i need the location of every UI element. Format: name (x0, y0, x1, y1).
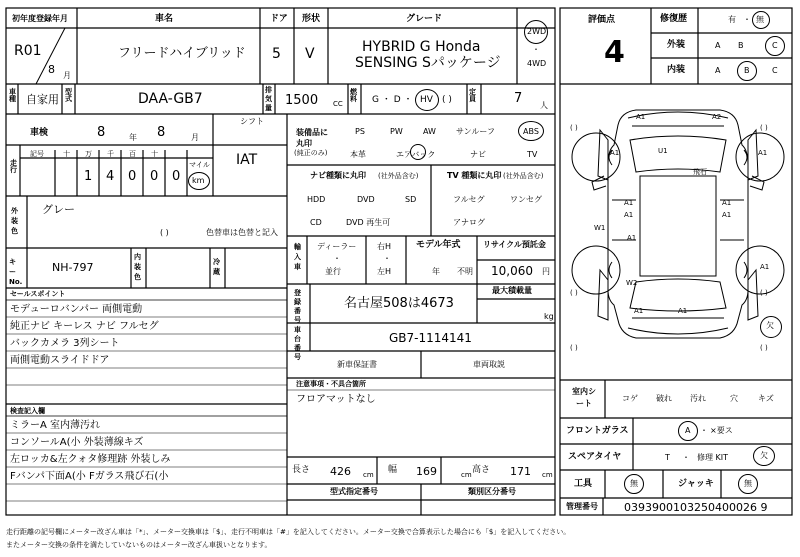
displacement: 1500 (285, 93, 319, 108)
repair-label: 修復歴 (660, 14, 688, 24)
damage-mark: A1 (722, 211, 732, 219)
import-dot-2: ・ (383, 254, 391, 263)
mileage-unit-km: km (192, 176, 205, 185)
recycle-yen: 円 (542, 267, 550, 276)
max-load-unit: kg (544, 312, 554, 321)
reg-month: 8 (48, 63, 55, 76)
mileage-sign-label: 記号 (30, 150, 44, 158)
tools-value: 無 (630, 479, 638, 488)
corner-mark-tl: ( ) (570, 124, 578, 132)
sales-points-label: セールスポイント (10, 290, 66, 298)
caution-label: 注意事項・不具合箇所 (296, 380, 366, 388)
grade-line1: HYBRID G Honda (362, 39, 481, 55)
length-unit: cm (363, 471, 374, 479)
windshield-replace: ×要ス (710, 426, 733, 435)
damage-mark: A1 (760, 263, 770, 271)
drive-dot: ・ (532, 45, 540, 54)
fuel-selected: HV (420, 95, 433, 105)
doors: 5 (272, 46, 281, 62)
navi-hdd: HDD (307, 195, 326, 204)
import-left-h: 左H (377, 267, 392, 276)
reg-month-unit: 月 (63, 71, 71, 80)
tv-analog: アナログ (453, 218, 485, 227)
width-unit: cm (461, 471, 472, 479)
interior-sheet-item: 破れ (656, 394, 672, 403)
model-year-unknown: 不明 (457, 267, 473, 276)
jack-label: ジャッキ (678, 479, 714, 489)
jack-value: 無 (744, 479, 752, 488)
color-label: 外装色 (11, 207, 18, 235)
check-notes-label: 検査記入欄 (10, 407, 45, 415)
displacement-label: 排気量 (265, 86, 272, 112)
spare-tire-t: T (665, 453, 670, 462)
equipment-label: 装備品に丸印 (296, 128, 328, 148)
max-load-label: 最大積載量 (492, 286, 532, 295)
navi-label-sub: (社外品含む) (378, 172, 419, 180)
fuel-options: G ・ D ・ (372, 95, 413, 105)
mileage-digit-4: 0 (172, 169, 181, 184)
equip-ps: PS (355, 127, 365, 136)
mgmt-value: 0393900103250400026 9 (624, 501, 768, 514)
model-code: DAA-GB7 (138, 91, 203, 107)
model-year-label: モデル年式 (416, 240, 461, 250)
capacity: 7 (514, 91, 523, 106)
door-label: ドア (270, 14, 288, 24)
capacity-label: 定員 (469, 88, 476, 103)
equip-navi: ナビ (470, 150, 486, 159)
check-note-line: 左ロッカ&左クォタ修理跡 外装しみ (10, 454, 171, 465)
displacement-unit: CC (333, 100, 343, 108)
equip-tv: TV (527, 150, 538, 159)
capacity-unit: 人 (540, 101, 548, 110)
damage-mark: A2 (712, 113, 722, 121)
exterior-grade-b: B (738, 41, 744, 50)
interior-sheet-item: コゲ (622, 394, 638, 403)
equip-abs: ABS (523, 127, 539, 136)
mileage-header-1: 万 (85, 150, 92, 158)
inspection-month-unit: 月 (191, 133, 199, 142)
corner-mark-br: ( ) (760, 289, 768, 297)
length-value: 426 (330, 465, 351, 478)
mileage-digit-1: 4 (106, 169, 115, 184)
category-label: 類別区分番号 (468, 487, 516, 496)
equip-sunroof: サンルーフ (456, 127, 495, 136)
check-note-line: ミラーA 室内薄汚れ (10, 420, 101, 431)
check-note-line: Fバンパ下面A(小 Fガラス飛び石(小 (10, 471, 169, 482)
interior-sheet-item: 汚れ (690, 394, 706, 403)
sales-point-line: 両側電動スライドドア (10, 355, 110, 366)
width-label: 幅 (388, 465, 398, 475)
corner-mark-tr: ( ) (760, 124, 768, 132)
mileage-digit-0: 1 (84, 169, 93, 184)
damage-mark: W1 (594, 224, 606, 232)
height-value: 171 (510, 465, 531, 478)
windshield-dot: ・ (700, 426, 708, 435)
check-note-line: コンソールA(小 外装薄線キズ (10, 437, 144, 448)
chassis-value: GB7-1114141 (389, 331, 472, 345)
mileage-label: 走行 (10, 159, 17, 174)
interior-sheet-label: 室内シート (572, 387, 596, 408)
inspection-month: 8 (157, 125, 166, 140)
tv-oneseg: ワンセグ (510, 195, 542, 204)
mileage-digit-3: 0 (150, 169, 159, 184)
registration-plate: 名古屋508は4673 (344, 296, 454, 311)
car-kind-label: 車種 (9, 88, 16, 103)
navi-dvd: DVD (357, 195, 375, 204)
repair-dot: ・ (743, 15, 751, 24)
fridge-label: 冷蔵 (213, 258, 220, 276)
equip-leather: 本革 (350, 150, 366, 159)
mileage-header-0: 十 (63, 150, 70, 158)
damage-mark: A1 (627, 234, 637, 242)
damage-mark: A1 (624, 199, 634, 207)
tools-label: 工具 (574, 479, 593, 489)
sales-point-line: 純正ナビ キーレス ナビ フルセグ (10, 321, 159, 332)
doc-manual: 車両取説 (473, 360, 505, 369)
key-no-label: キーNo. (9, 258, 23, 286)
first-reg-label: 初年度登録年月 (12, 14, 68, 23)
score-value: 4 (604, 35, 625, 70)
damage-mark: A1 (722, 199, 732, 207)
chassis-label: 車台番号 (294, 326, 301, 361)
drive-2wd: 2WD (527, 27, 547, 36)
inspection-year-unit: 年 (129, 133, 137, 142)
corner-mark-bl2: ( ) (570, 344, 578, 352)
navi-cd: CD (310, 218, 322, 227)
exterior-grade-a: A (715, 41, 721, 50)
equip-aw: AW (423, 127, 436, 136)
model-year-unit: 年 (432, 267, 440, 276)
caution-value: フロアマットなし (296, 394, 376, 405)
color-value: グレー (42, 203, 75, 216)
doc-warranty: 新車保証書 (337, 360, 377, 369)
mileage-digit-2: 0 (128, 169, 137, 184)
mileage-header-4: 十 (151, 150, 158, 158)
car-name-label: 車名 (155, 14, 174, 24)
mgmt-label: 管理番号 (566, 502, 598, 511)
navi-sd: SD (405, 195, 417, 204)
stone-note: 飛石 (693, 168, 707, 176)
damage-mark: A1 (758, 149, 768, 157)
windshield-grade: A (685, 426, 691, 435)
import-parallel: 並行 (325, 267, 341, 276)
interior-grade-b: B (744, 66, 750, 75)
spare-tire-label: スペアタイヤ (568, 452, 622, 462)
equip-airbag: エアバック (396, 150, 436, 159)
inspection-label: 車検 (30, 128, 49, 138)
damage-mark: A1 (636, 113, 646, 121)
interior-color-label: 内装色 (134, 253, 141, 281)
exterior-label: 外装 (667, 40, 686, 50)
model-year: R01 (14, 43, 42, 59)
damage-mark: A1 (624, 211, 634, 219)
model-type-label: 型式 (65, 88, 72, 103)
recycle-label: リサイクル預託金 (483, 240, 546, 249)
spare-tire-dot: ・ (682, 453, 690, 462)
damage-mark: A1 (610, 149, 620, 157)
spare-tire-missing: 欠 (760, 451, 768, 460)
import-dot: ・ (333, 254, 341, 263)
interior-grade-a: A (715, 66, 721, 75)
score-label: 評価点 (588, 15, 616, 25)
interior-label: 内装 (667, 65, 686, 75)
fuel-paren: ( ) (442, 95, 452, 105)
equipment-label-sub: (純正のみ) (294, 149, 328, 157)
footer-line2: またメーター交換の条件を満たしていないものはメーター改ざん車扱いとなります。 (6, 541, 272, 549)
grade-label: グレード (406, 14, 443, 24)
drive-4wd: 4WD (527, 59, 547, 68)
tv-label: TV 種類に丸印 (447, 171, 502, 180)
navi-dvd-play: DVD 再生可 (346, 218, 391, 227)
import-right-h: 右H (377, 242, 392, 251)
repair-yes: 有 (728, 15, 736, 24)
damage-mark: A1 (634, 307, 644, 315)
width-value: 169 (416, 465, 437, 478)
color-note: 色替車は色替と記入 (206, 228, 278, 237)
navi-label: ナビ種類に丸印 (310, 171, 366, 180)
sales-point-line: バックカメラ 3列シート (10, 338, 120, 349)
interior-sheet-item: 穴 (730, 394, 738, 403)
shape: V (305, 46, 315, 62)
tv-label-sub: (社外品含む) (503, 172, 544, 180)
height-unit: cm (542, 471, 553, 479)
windshield-label: フロントガラス (566, 426, 629, 436)
missing-mark: 欠 (766, 321, 774, 330)
grade-line2: SENSING Sパッケージ (355, 55, 501, 71)
import-label: 輸入車 (294, 243, 301, 271)
length-label: 長さ (292, 465, 311, 475)
corner-mark-br2: ( ) (760, 344, 768, 352)
color-note-paren: ( ) (160, 228, 169, 237)
car-name: フリードハイブリッド (118, 46, 246, 61)
recycle-value: 10,060 (491, 264, 533, 278)
interior-grade-c: C (772, 66, 778, 75)
mileage-header-2: 千 (107, 150, 114, 158)
spare-tire-kit: 修理 KIT (697, 453, 729, 462)
tv-fullseg: フルセグ (453, 195, 485, 204)
mileage-unit-mile: マイル (189, 161, 210, 169)
exterior-grade-c: C (772, 41, 778, 50)
footer-line1: 走行距離の記号欄にメーター改ざん車は「*」、メーター交換車は「$」、走行不明車は「#」を記入してください。メーター交換で合算表示した場合にも「$」を記入してください。 (6, 528, 571, 536)
equip-pw: PW (390, 127, 403, 136)
fuel-label: 燃料 (350, 88, 357, 103)
sales-point-line: モデューロバンパー 両側電動 (10, 304, 143, 315)
registration-label: 登録番号 (294, 289, 301, 324)
mileage-header-3: 百 (129, 150, 136, 158)
damage-mark: W2 (626, 279, 638, 287)
import-dealer: ディーラー (317, 242, 357, 251)
corner-mark-bl: ( ) (570, 289, 578, 297)
repair-no: 無 (756, 15, 764, 24)
car-kind: 自家用 (26, 93, 59, 106)
key-no-value: NH-797 (52, 261, 94, 274)
damage-mark: U1 (658, 147, 668, 155)
shift-label: シフト (240, 117, 264, 126)
damage-mark: A1 (678, 307, 688, 315)
inspection-year: 8 (97, 125, 106, 140)
interior-sheet-item: キズ (758, 394, 774, 403)
height-label: 高さ (472, 465, 491, 475)
shift-value: IAT (236, 152, 258, 168)
type-approval-label: 型式指定番号 (330, 487, 378, 496)
shape-label: 形状 (302, 14, 321, 24)
